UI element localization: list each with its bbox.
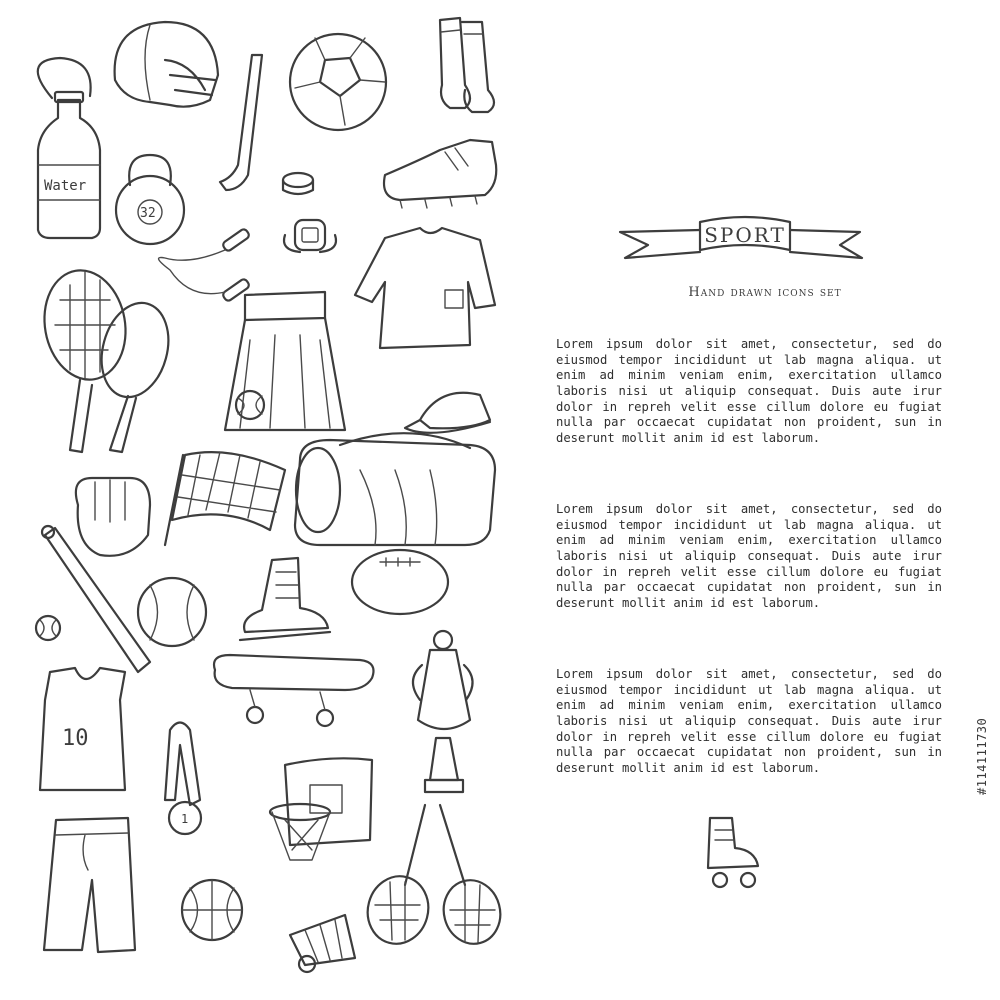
medal-icon xyxy=(165,723,201,835)
paragraph-2: Lorem ipsum dolor sit amet, consectetur, sed do eiusmod tempor incididunt ut lab magna aliqua. ut enim ad minim veniam enim, exercitation ullamco laboris nisi ut aliquip consequat. Duis aute irur dolor in repreh velit esse cillum dolore eu fugiat nulla par occaecat cupidatat non proident, sun in deserunt mollit anim id est laborum. xyxy=(556,502,942,610)
kettlebell-label: 32 xyxy=(140,206,156,221)
tennis-rackets-icon xyxy=(36,264,178,452)
hockey-stick-icon xyxy=(220,55,262,190)
rugby-ball-icon xyxy=(352,550,448,614)
skateboard-icon xyxy=(214,655,374,726)
football-helmet-icon xyxy=(115,22,218,107)
roller-skate-icon xyxy=(708,818,758,887)
sports-bag-icon xyxy=(295,433,495,545)
badminton-rackets-icon xyxy=(360,805,507,951)
water-bottle-icon xyxy=(38,58,100,238)
ice-skate-icon xyxy=(240,558,330,640)
trophy-icon xyxy=(413,631,473,792)
baseball-icon xyxy=(36,578,206,646)
baseball-glove-icon xyxy=(76,478,150,556)
shuttlecock-icon xyxy=(290,915,355,972)
stopwatch-icon xyxy=(284,220,336,252)
basketball-jersey-icon xyxy=(40,668,125,790)
cleat-shoe-icon xyxy=(384,140,496,208)
tennis-ball-icon xyxy=(236,391,264,419)
soccer-ball-icon xyxy=(290,34,386,130)
water-label: Water xyxy=(44,178,87,194)
subtitle: Hand drawn icons set xyxy=(688,285,842,300)
socks-icon xyxy=(440,18,494,112)
jersey-number-label: 10 xyxy=(62,726,89,751)
hockey-puck-icon xyxy=(283,173,313,194)
basketball-icon xyxy=(182,880,242,940)
kettlebell-icon xyxy=(116,155,184,244)
paragraph-1: Lorem ipsum dolor sit amet, consectetur, sed do eiusmod tempor incididunt ut lab magna aliqua. ut enim ad minim veniam enim, exercitation ullamco laboris nisi ut aliquip consequat. Duis aute irur dolor in repreh velit esse cillum dolore eu fugiat nulla par occaecat cupidatat non proident, sun in deserunt mollit anim id est laborum. xyxy=(556,337,942,445)
banner-title: SPORT xyxy=(704,223,786,247)
stock-id-label: #114111730 xyxy=(975,717,989,795)
jump-rope-icon xyxy=(159,228,251,302)
shorts-icon xyxy=(44,818,135,952)
t-shirt-icon xyxy=(355,228,495,348)
cap-icon xyxy=(405,393,490,433)
paragraph-3: Lorem ipsum dolor sit amet, consectetur, sed do eiusmod tempor incididunt ut lab magna aliqua. ut enim ad minim veniam enim, exercitation ullamco laboris nisi ut aliquip consequat. Duis aute irur dolor in repreh velit esse cillum dolore eu fugiat nulla par occaecat cupidatat non proident, sun in deserunt mollit anim id est laborum. xyxy=(556,667,942,775)
checkered-flag-icon xyxy=(165,452,285,545)
medal-number-label: 1 xyxy=(181,812,189,826)
basketball-hoop-icon xyxy=(270,758,372,860)
